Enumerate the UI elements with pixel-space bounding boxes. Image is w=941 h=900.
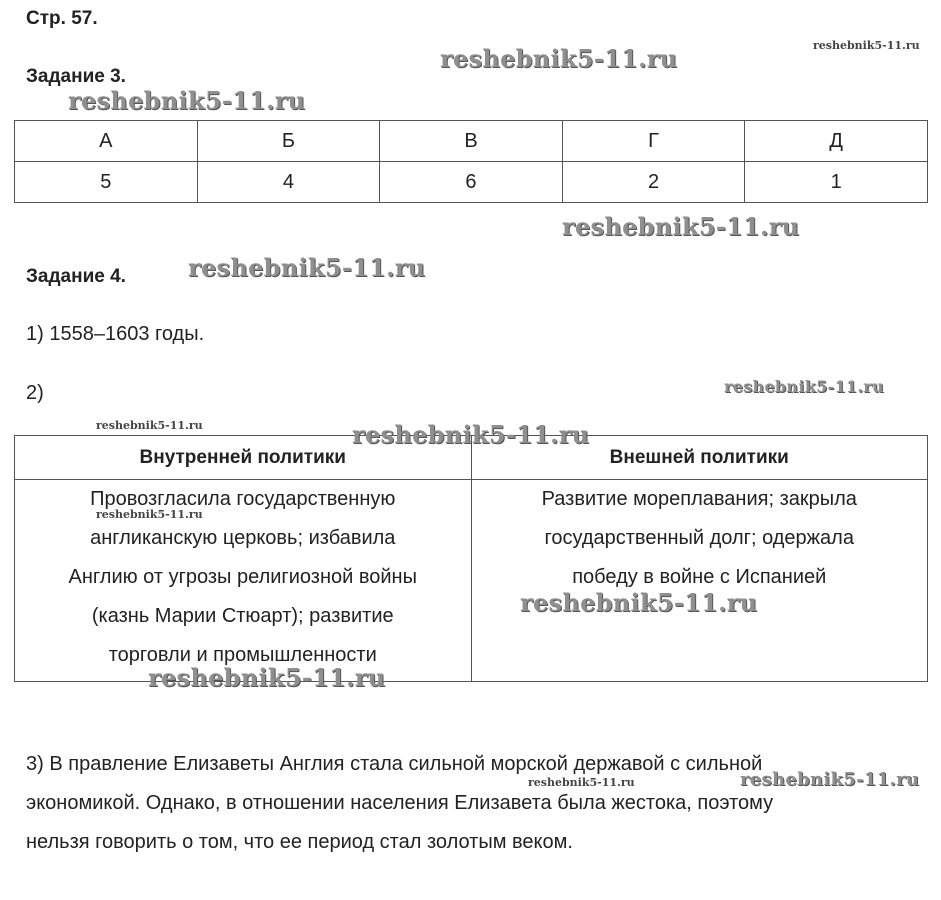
- cell-line: победу в войне с Испанией: [572, 566, 827, 588]
- watermark: reshebnik5-11.ru: [724, 377, 884, 396]
- paragraph-line: 3) В правление Елизаветы Англия стала сильной морской державой с сильной: [26, 753, 763, 775]
- task4-title: Задание 4.: [26, 266, 126, 287]
- watermark: reshebnik5-11.ru: [813, 39, 920, 52]
- table-cell: 5: [15, 162, 198, 203]
- task3-answer-table: [14, 120, 928, 203]
- internal-policy-cell: [15, 480, 472, 682]
- watermark: reshebnik5-11.ru: [740, 769, 920, 790]
- foreign-policy-cell: [471, 480, 928, 682]
- watermark: reshebnik5-11.ru: [96, 508, 203, 521]
- watermark: reshebnik5-11.ru: [68, 86, 306, 115]
- cell-line: англиканскую церковь; избавила: [90, 527, 396, 549]
- table-cell: Г: [562, 121, 745, 162]
- task4-item3: [26, 745, 926, 862]
- watermark: reshebnik5-11.ru: [352, 420, 590, 449]
- cell-line: Развитие мореплавания; закрыла: [541, 488, 857, 510]
- cell-line: (казнь Марии Стюарт); развитие: [91, 605, 394, 627]
- table-cell: 4: [197, 162, 380, 203]
- task3-title: Задание 3.: [26, 66, 126, 87]
- policy-table: [14, 435, 928, 682]
- page-number: Стр. 57.: [26, 8, 98, 29]
- cell-line: торговли и промышленности: [108, 644, 377, 666]
- table-cell: 6: [380, 162, 563, 203]
- table-cell: 2: [562, 162, 745, 203]
- task4-item1: 1) 1558–1603 годы.: [26, 323, 205, 345]
- paragraph-line: нельзя говорить о том, что ее период стал золотым веком.: [26, 831, 573, 853]
- table-row: [15, 162, 928, 203]
- table-cell: 1: [745, 162, 928, 203]
- watermark: reshebnik5-11.ru: [528, 776, 635, 789]
- watermark: reshebnik5-11.ru: [440, 44, 678, 73]
- cell-line: государственный долг; одержала: [544, 527, 854, 549]
- cell-line: Англию от угрозы религиозной войны: [68, 566, 417, 588]
- watermark: reshebnik5-11.ru: [96, 419, 203, 432]
- table-cell: А: [15, 121, 198, 162]
- task4-item2-label: 2): [26, 382, 44, 404]
- table-cell: Б: [197, 121, 380, 162]
- table-cell: В: [380, 121, 563, 162]
- cell-line: Провозгласила государственную: [90, 488, 396, 510]
- table-cell: Д: [745, 121, 928, 162]
- internal-policy-header: Внутренней политики: [15, 436, 472, 480]
- watermark: reshebnik5-11.ru: [148, 663, 386, 692]
- watermark: reshebnik5-11.ru: [562, 212, 800, 241]
- watermark: reshebnik5-11.ru: [188, 253, 426, 282]
- paragraph-line: экономикой. Однако, в отношении населения Елизавета была жестока, поэтому: [26, 792, 774, 814]
- foreign-policy-header: Внешней политики: [471, 436, 928, 480]
- watermark: reshebnik5-11.ru: [520, 588, 758, 617]
- table-header-row: [15, 121, 928, 162]
